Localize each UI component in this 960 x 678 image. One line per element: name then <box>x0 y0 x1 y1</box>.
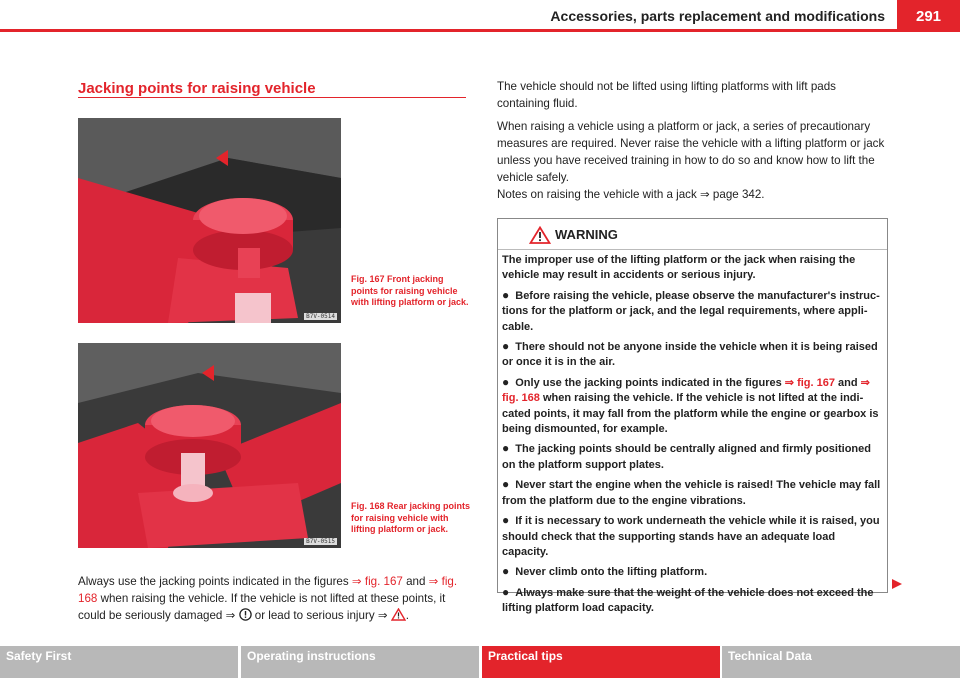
warning-bullet: ● Never start the engine when the vehicle is raised! The vehicle may fall from the platform due to the engine vibrations. <box>502 477 881 507</box>
tab-operating-instructions[interactable]: Operating instructions <box>241 646 479 678</box>
paragraph: When raising a vehicle using a platform or jack, a series of precautionary measures are required. Never raise the vehicle with a lifting platform or jack unless you have received training in how to do so and know how to lift the vehicle safely. <box>497 120 885 184</box>
warning-title: WARNING <box>555 227 618 242</box>
bullet-text: There should not be anyone inside the vehicle when it is being raised or once it is in the air. <box>502 341 878 369</box>
warning-bullet: ● Always make sure that the weight of the vehicle does not exceed the lifting platform load capacity. <box>502 584 874 615</box>
bullet-text: If it is necessary to work underneath the vehicle while it is raised, you should check that the supporting stands have an adequate load capacity. <box>502 515 880 558</box>
header-rule <box>0 29 897 32</box>
fig-168-link[interactable]: ⇒ fig. 168 <box>502 376 870 405</box>
bullet-text: Never start the engine when the vehicle is raised! The vehicle may fall from the platform due to the engine vibrations. <box>502 479 881 507</box>
left-body-text <box>78 573 473 626</box>
fig-167-link[interactable]: ⇒ fig. 167 <box>784 376 835 389</box>
figure-code: B7V-0514 <box>306 313 335 320</box>
section-rule <box>78 97 466 98</box>
warning-triangle-icon <box>529 226 551 249</box>
bullet-text: Before raising the vehicle, please observe the manufacturer's instructions for the platform or jack, and the legal requirements, where applicable. <box>502 289 880 333</box>
paragraph: The vehicle should not be lifted using lifting platforms with lift pads containing fluid. <box>497 80 836 110</box>
warning-icon[interactable] <box>391 608 406 626</box>
text-fragment: and <box>402 575 429 588</box>
bullet-text: Never climb onto the lifting platform. <box>515 566 708 579</box>
warning-header <box>498 219 887 250</box>
bullet-text: Only use the jacking points indicated in the figures <box>515 376 785 389</box>
continue-arrow-icon[interactable] <box>891 577 903 595</box>
tab-technical-data[interactable]: Technical Data <box>722 646 960 678</box>
text-fragment: Always use the jacking points indicated in the figures <box>78 575 352 588</box>
text-fragment: or lead to serious injury ⇒ <box>251 609 391 622</box>
paragraph: Notes on raising the vehicle with a jack ⇒ page 342. <box>497 188 765 201</box>
warning-bullet: ● There should not be anyone inside the vehicle when it is being raised or once it is in the air. <box>502 339 878 369</box>
warning-box <box>497 218 888 615</box>
figure-code: B7V-0515 <box>306 538 335 545</box>
fig-167-link[interactable]: ⇒ fig. 167 <box>351 575 403 588</box>
warning-bullet: ● If it is necessary to work underneath the vehicle while it is raised, you should check that the supporting stands have an adequate load capacity. <box>502 513 880 558</box>
bullet-text: The jacking points should be centrally aligned and firmly positioned on the platform support plates. <box>502 443 871 471</box>
section-title: Jacking points for raising vehicle <box>78 80 316 97</box>
figure-167-caption: Fig. 167 Front jacking points for raising vehicle with lifting platform or jack. <box>351 274 469 307</box>
page-number: 291 <box>897 0 960 32</box>
warning-bullet: ● Before raising the vehicle, please observe the manufacturer's instructions for the platform or jack, and the legal requirements, where applicable. <box>502 287 880 333</box>
footer-nav <box>0 646 960 678</box>
figure-168-caption: Fig. 168 Rear jacking points for raising vehicle with lifting platform or jack. <box>351 501 471 534</box>
figure-168-photo <box>78 343 341 548</box>
warning-bullet: ● Never climb onto the lifting platform. <box>502 564 708 579</box>
fig-168-link[interactable]: ⇒ fig. 168 <box>78 575 458 605</box>
bullet-text: when raising the vehicle. If the vehicle is not lifted at the indicated points, it may fall from the platform while the engine or gearbox is being dismounted, for example. <box>502 392 879 436</box>
tab-safety-first[interactable]: Safety First <box>0 646 238 678</box>
text-fragment: . <box>405 609 410 622</box>
warning-intro: The improper use of the lifting platform or the jack when raising the vehicle may result in accidents or serious injury. <box>502 254 856 282</box>
tab-practical-tips[interactable]: Practical tips <box>482 646 720 678</box>
warning-bullet: ● Only use the jacking points indicated in the figures ⇒ fig. 167 and ⇒ fig. 168 when raising the vehicle. If the vehicle is not lifted at the indicated points, it may fall from the platform while the engine or gearbox is being dismounted, for example. <box>502 374 879 436</box>
text-fragment: when raising the vehicle. If the vehicle is not lifted at these points, it could be seriously damaged ⇒ <box>78 592 446 622</box>
note-icon[interactable] <box>239 608 252 626</box>
warning-body <box>498 250 887 617</box>
chapter-title: Accessories, parts replacement and modifications <box>550 8 885 24</box>
warning-bullet: ● The jacking points should be centrally aligned and firmly positioned on the platform support plates. <box>502 441 871 471</box>
bullet-text: and <box>834 376 861 389</box>
figure-167-photo <box>78 118 341 323</box>
bullet-text: Always make sure that the weight of the vehicle does not exceed the lifting platform load capacity. <box>502 586 874 615</box>
